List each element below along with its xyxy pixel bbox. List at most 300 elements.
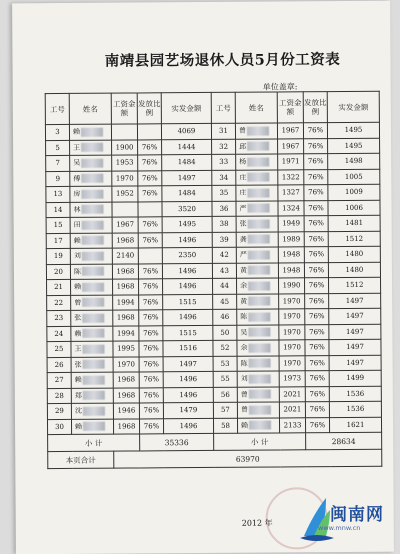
- name-cell: [237, 340, 279, 356]
- table-cell: 1948: [278, 262, 304, 278]
- table-cell: 34: [212, 170, 236, 186]
- table-cell: 3520: [162, 201, 212, 217]
- table-cell: 58: [213, 418, 237, 434]
- table-cell: 1497: [162, 170, 212, 186]
- name-cell: [236, 247, 278, 263]
- table-cell: 76%: [305, 402, 329, 418]
- column-header: 实发金额: [161, 92, 211, 123]
- table-cell: 1484: [162, 185, 212, 201]
- redaction-blur: [82, 236, 104, 245]
- table-cell: 30: [47, 419, 71, 435]
- name-text: 张: [239, 219, 247, 228]
- name-text: 余: [240, 281, 248, 290]
- name-cell: [71, 419, 113, 435]
- name-text: 王: [74, 345, 82, 354]
- redaction-blur: [83, 422, 105, 431]
- grand-total-label: 本页合计: [48, 451, 114, 468]
- table-cell: 1946: [113, 403, 139, 419]
- name-cell: [236, 216, 278, 232]
- table-cell: 76%: [304, 247, 328, 263]
- name-text: 曾: [238, 126, 247, 135]
- table-cell: 5: [46, 140, 70, 156]
- redaction-blur: [82, 298, 104, 307]
- redaction-blur: [81, 127, 103, 136]
- name-cell: [71, 357, 113, 373]
- table-cell: 76%: [304, 231, 328, 247]
- table-cell: 15: [46, 217, 70, 233]
- redaction-blur: [249, 421, 271, 430]
- redaction-blur: [83, 391, 105, 400]
- table-cell: 1968: [112, 263, 138, 279]
- table-cell: 1967: [278, 138, 304, 154]
- name-cell: [237, 417, 279, 433]
- column-header: 工号: [45, 93, 69, 124]
- redaction-blur: [249, 405, 271, 414]
- table-cell: [137, 124, 161, 140]
- name-text: 曾: [240, 390, 248, 399]
- table-cell: 1444: [162, 139, 212, 155]
- name-text: 黄: [240, 297, 248, 306]
- redaction-blur: [248, 250, 270, 259]
- table-cell: 1322: [278, 169, 304, 185]
- table-cell: 76%: [305, 355, 329, 371]
- table-cell: 1498: [328, 153, 380, 169]
- name-text: 陈: [73, 267, 81, 276]
- name-cell: [71, 403, 113, 419]
- redaction-blur: [248, 235, 270, 244]
- name-cell: [236, 154, 278, 170]
- table-cell: 1952: [112, 186, 138, 202]
- name-text: 曾: [240, 405, 248, 414]
- table-cell: 1970: [279, 309, 305, 325]
- table-cell: 22: [47, 295, 71, 311]
- table-cell: 50: [213, 325, 237, 341]
- redaction-blur: [83, 360, 105, 369]
- name-text: 王: [73, 143, 81, 152]
- table-cell: 2021: [279, 402, 305, 418]
- name-text: 庄: [239, 188, 247, 197]
- name-cell: [237, 293, 279, 309]
- name-cell: [70, 202, 112, 218]
- table-cell: 76%: [304, 262, 328, 278]
- table-cell: 1496: [163, 371, 213, 387]
- redaction-blur: [248, 343, 270, 352]
- table-cell: 1948: [278, 247, 304, 263]
- table-cell: 1497: [163, 356, 213, 372]
- redaction-blur: [82, 313, 104, 322]
- table-cell: 1989: [278, 231, 304, 247]
- table-cell: 21: [47, 279, 71, 295]
- table-cell: 52: [213, 340, 237, 356]
- redaction-blur: [82, 220, 104, 229]
- table-cell: 3: [45, 124, 69, 140]
- table-cell: 76%: [138, 139, 162, 155]
- redaction-blur: [81, 143, 103, 152]
- name-cell: [236, 231, 278, 247]
- table-body: [45, 122, 381, 434]
- table-cell: 76%: [305, 417, 329, 433]
- name-cell: [71, 310, 113, 326]
- table-cell: 1973: [279, 371, 305, 387]
- redaction-blur: [248, 281, 270, 290]
- redaction-blur: [82, 344, 104, 353]
- table-cell: 1994: [113, 325, 139, 341]
- redaction-blur: [82, 267, 104, 276]
- name-cell: [71, 341, 113, 357]
- table-cell: 1968: [113, 310, 139, 326]
- table-cell: 35: [212, 185, 236, 201]
- table-cell: 76%: [139, 310, 163, 326]
- table-cell: 24: [47, 326, 71, 342]
- redaction-blur: [248, 266, 270, 275]
- table-cell: 55: [213, 371, 237, 387]
- name-text: 沈: [74, 407, 82, 416]
- name-cell: [235, 123, 277, 139]
- document-title: 南靖县园艺场退休人员5月份工资表: [104, 51, 341, 70]
- name-text: 林: [73, 205, 81, 214]
- table-cell: 1968: [113, 279, 139, 295]
- table-cell: 9: [46, 171, 70, 187]
- redaction-blur: [82, 282, 104, 291]
- name-text: 赖: [75, 422, 83, 431]
- table-cell: 31: [211, 123, 235, 139]
- redaction-blur: [81, 174, 103, 183]
- table-cell: 76%: [304, 169, 328, 185]
- redaction-blur: [247, 157, 269, 166]
- name-cell: [69, 124, 111, 140]
- table-cell: 76%: [139, 279, 163, 295]
- table-cell: 1515: [163, 294, 213, 310]
- table-cell: 1968: [113, 418, 139, 434]
- table-cell: 1499: [329, 370, 381, 386]
- table-cell: 42: [212, 247, 236, 263]
- table-cell: 44: [213, 278, 237, 294]
- table-cell: 2140: [112, 248, 138, 264]
- table-cell: 7: [46, 155, 70, 171]
- table-cell: 76%: [139, 372, 163, 388]
- table-cell: 76%: [305, 293, 329, 309]
- name-cell: [237, 371, 279, 387]
- table-cell: 1949: [278, 216, 304, 232]
- name-text: 张: [74, 360, 82, 369]
- table-cell: 76%: [305, 371, 329, 387]
- table-cell: 76%: [304, 138, 328, 154]
- name-cell: [236, 200, 278, 216]
- table-cell: 2021: [279, 386, 305, 402]
- table-cell: 1497: [329, 339, 381, 355]
- redaction-blur: [247, 188, 269, 197]
- table-cell: 1953: [112, 155, 138, 171]
- name-text: 刘: [73, 252, 81, 261]
- name-text: 黄: [239, 266, 247, 275]
- table-cell: 4069: [161, 123, 211, 139]
- table-cell: 76%: [304, 185, 328, 201]
- name-cell: [70, 217, 112, 233]
- table-cell: 1480: [328, 262, 380, 278]
- table-cell: 1516: [163, 340, 213, 356]
- name-text: 赖: [72, 128, 81, 137]
- name-text: 吴: [240, 328, 248, 337]
- table-cell: 1496: [162, 263, 212, 279]
- name-cell: [71, 279, 113, 295]
- table-cell: 76%: [139, 387, 163, 403]
- redaction-blur: [81, 158, 103, 167]
- table-cell: 39: [212, 232, 236, 248]
- table-cell: 1967: [112, 217, 138, 233]
- redaction-blur: [81, 189, 103, 198]
- unit-seal-label: 单位盖章:: [262, 82, 298, 92]
- name-cell: [237, 355, 279, 371]
- table-cell: 76%: [305, 278, 329, 294]
- name-text: 张: [74, 314, 82, 323]
- table-cell: 1495: [327, 122, 379, 138]
- table-cell: 14: [46, 202, 70, 218]
- name-cell: [236, 169, 278, 185]
- table-cell: [112, 201, 138, 217]
- name-cell: [237, 309, 279, 325]
- table-cell: 1994: [113, 294, 139, 310]
- name-cell: [71, 372, 113, 388]
- table-cell: 76%: [138, 170, 162, 186]
- column-header: 发放比例: [137, 93, 161, 124]
- name-text: 庄: [239, 173, 247, 182]
- name-cell: [236, 185, 278, 201]
- name-text: 赖: [74, 329, 82, 338]
- subtotal-right-value: 28634: [306, 432, 382, 450]
- table-cell: 76%: [305, 324, 329, 340]
- table-cell: 76%: [139, 418, 163, 434]
- table-cell: 1009: [328, 184, 380, 200]
- table-header-row: [45, 91, 379, 124]
- table-cell: 1484: [162, 154, 212, 170]
- table-cell: 76%: [138, 186, 162, 202]
- column-header: 姓名: [69, 93, 111, 124]
- redaction-blur: [247, 142, 269, 151]
- subtotal-label-right: 小 计: [214, 433, 306, 451]
- table-cell: 76%: [138, 263, 162, 279]
- table-cell: 1495: [328, 138, 380, 154]
- table-cell: 1970: [279, 340, 305, 356]
- table-cell: 76%: [304, 200, 328, 216]
- table-cell: 76%: [305, 386, 329, 402]
- table-cell: 19: [46, 248, 70, 264]
- redaction-blur: [83, 375, 105, 384]
- name-cell: [70, 186, 112, 202]
- table-cell: 76%: [139, 325, 163, 341]
- table-cell: 1970: [112, 170, 138, 186]
- table-cell: 20: [46, 264, 70, 280]
- table-cell: 43: [212, 263, 236, 279]
- table-cell: 76%: [138, 232, 162, 248]
- table-cell: 56: [213, 387, 237, 403]
- table-cell: 33: [212, 154, 236, 170]
- table-cell: 1327: [278, 185, 304, 201]
- table-cell: 76%: [138, 155, 162, 171]
- name-cell: [70, 233, 112, 249]
- redaction-blur: [248, 328, 270, 337]
- table-cell: 2133: [279, 417, 305, 433]
- column-header: 姓名: [235, 92, 277, 123]
- table-cell: 1967: [277, 123, 303, 139]
- name-text: 邱: [239, 142, 247, 151]
- name-text: 吴: [73, 159, 81, 168]
- name-cell: [70, 155, 112, 171]
- name-cell: [237, 324, 279, 340]
- table-cell: 1497: [329, 308, 381, 324]
- column-header: 工资金额: [111, 93, 137, 124]
- table-cell: 25: [47, 341, 71, 357]
- table-cell: 1621: [329, 417, 381, 433]
- redaction-blur: [82, 251, 104, 260]
- table-cell: 53: [213, 356, 237, 372]
- table-cell: 1480: [328, 246, 380, 262]
- grand-total-row: [48, 449, 382, 468]
- redaction-blur: [247, 173, 269, 182]
- column-header: 实发金额: [327, 91, 379, 122]
- table-cell: 1995: [113, 341, 139, 357]
- name-cell: [70, 248, 112, 264]
- name-text: 赖: [74, 283, 82, 292]
- name-text: 龚: [239, 235, 247, 244]
- name-text: 傅: [73, 174, 81, 183]
- redaction-blur: [247, 204, 269, 213]
- name-cell: [70, 264, 112, 280]
- name-text: 赖: [74, 376, 82, 385]
- table-cell: [111, 124, 137, 140]
- table-cell: 1324: [278, 200, 304, 216]
- table-cell: 1495: [162, 216, 212, 232]
- watermark-url: www.mnw.cn: [318, 524, 361, 532]
- table-cell: 1512: [328, 231, 380, 247]
- table-cell: 1497: [329, 293, 381, 309]
- watermark-text: 闽南网: [330, 505, 384, 525]
- column-header: 工号: [211, 92, 235, 123]
- redaction-blur: [82, 329, 104, 338]
- redaction-blur: [249, 359, 271, 368]
- table-cell: 29: [47, 403, 71, 419]
- table-cell: 76%: [139, 356, 163, 372]
- table-cell: 1968: [113, 387, 139, 403]
- subtotal-left-value: 35336: [140, 433, 214, 451]
- table-cell: 1005: [328, 169, 380, 185]
- table-cell: 1496: [163, 418, 213, 434]
- table-cell: 76%: [303, 123, 327, 139]
- column-header: 工资金额: [277, 92, 303, 123]
- name-text: 曾: [74, 298, 82, 307]
- table-cell: 76%: [305, 309, 329, 325]
- redaction-blur: [248, 297, 270, 306]
- table-cell: 1900: [112, 139, 138, 155]
- table-cell: [138, 248, 162, 264]
- table-cell: 26: [47, 357, 71, 373]
- redaction-blur: [81, 205, 103, 214]
- name-text: 严: [239, 250, 247, 259]
- table-cell: 17: [46, 233, 70, 249]
- name-text: 郑: [74, 391, 82, 400]
- table-cell: 1970: [279, 324, 305, 340]
- table-cell: 1512: [329, 277, 381, 293]
- name-cell: [70, 140, 112, 156]
- redaction-blur: [83, 406, 105, 415]
- name-text: 余: [240, 343, 248, 352]
- name-text: 赖: [241, 421, 249, 430]
- column-header: 发放比例: [303, 92, 327, 123]
- name-cell: [70, 171, 112, 187]
- name-text: 赖: [73, 236, 81, 245]
- redaction-blur: [248, 219, 270, 228]
- name-text: 房: [73, 190, 81, 199]
- name-cell: [237, 402, 279, 418]
- redaction-blur: [249, 390, 271, 399]
- table-cell: 1515: [163, 325, 213, 341]
- name-cell: [71, 388, 113, 404]
- table-cell: 1970: [279, 355, 305, 371]
- table-cell: 1968: [113, 372, 139, 388]
- table-cell: 46: [213, 309, 237, 325]
- subtotal-label-left: 小 计: [48, 434, 140, 452]
- name-text: 陈: [240, 312, 248, 321]
- table-cell: 76%: [138, 217, 162, 233]
- name-cell: [236, 138, 278, 154]
- table-cell: 1006: [328, 200, 380, 216]
- name-text: 严: [239, 204, 247, 213]
- table-cell: 76%: [139, 403, 163, 419]
- table-cell: 76%: [139, 294, 163, 310]
- table-cell: 1496: [163, 387, 213, 403]
- name-text: 刘: [240, 374, 248, 383]
- grand-total-value: 63970: [114, 449, 382, 468]
- table-cell: 13: [46, 186, 70, 202]
- table-cell: 1497: [329, 324, 381, 340]
- table-cell: 1970: [279, 293, 305, 309]
- table-cell: 1990: [279, 278, 305, 294]
- table-cell: 32: [212, 139, 236, 155]
- table-cell: 38: [212, 216, 236, 232]
- table-cell: 76%: [139, 341, 163, 357]
- table-cell: 1496: [162, 232, 212, 248]
- redaction-blur: [248, 312, 270, 321]
- name-cell: [237, 386, 279, 402]
- salary-table: [45, 91, 383, 469]
- table-cell: 2350: [162, 247, 212, 263]
- table-cell: 1481: [328, 215, 380, 231]
- name-cell: [237, 278, 279, 294]
- table-cell: 1968: [112, 232, 138, 248]
- redaction-blur: [249, 374, 271, 383]
- table-cell: 1497: [329, 355, 381, 371]
- redaction-blur: [247, 126, 269, 135]
- table-cell: 76%: [305, 340, 329, 356]
- name-text: 田: [73, 221, 81, 230]
- table-cell: 1970: [113, 356, 139, 372]
- table-cell: 57: [213, 402, 237, 418]
- table-cell: 23: [47, 310, 71, 326]
- table-cell: 76%: [304, 154, 328, 170]
- table-cell: 1496: [163, 278, 213, 294]
- table-cell: 1536: [329, 386, 381, 402]
- name-text: 杨: [239, 157, 247, 166]
- table-cell: 76%: [304, 216, 328, 232]
- table-cell: 27: [47, 372, 71, 388]
- table-cell: 28: [47, 388, 71, 404]
- document-page: [12, 1, 394, 554]
- table-cell: [138, 201, 162, 217]
- table-cell: 1496: [163, 309, 213, 325]
- name-cell: [71, 295, 113, 311]
- name-cell: [236, 262, 278, 278]
- table-cell: 45: [213, 294, 237, 310]
- signing-date: 2012 年: [241, 518, 273, 528]
